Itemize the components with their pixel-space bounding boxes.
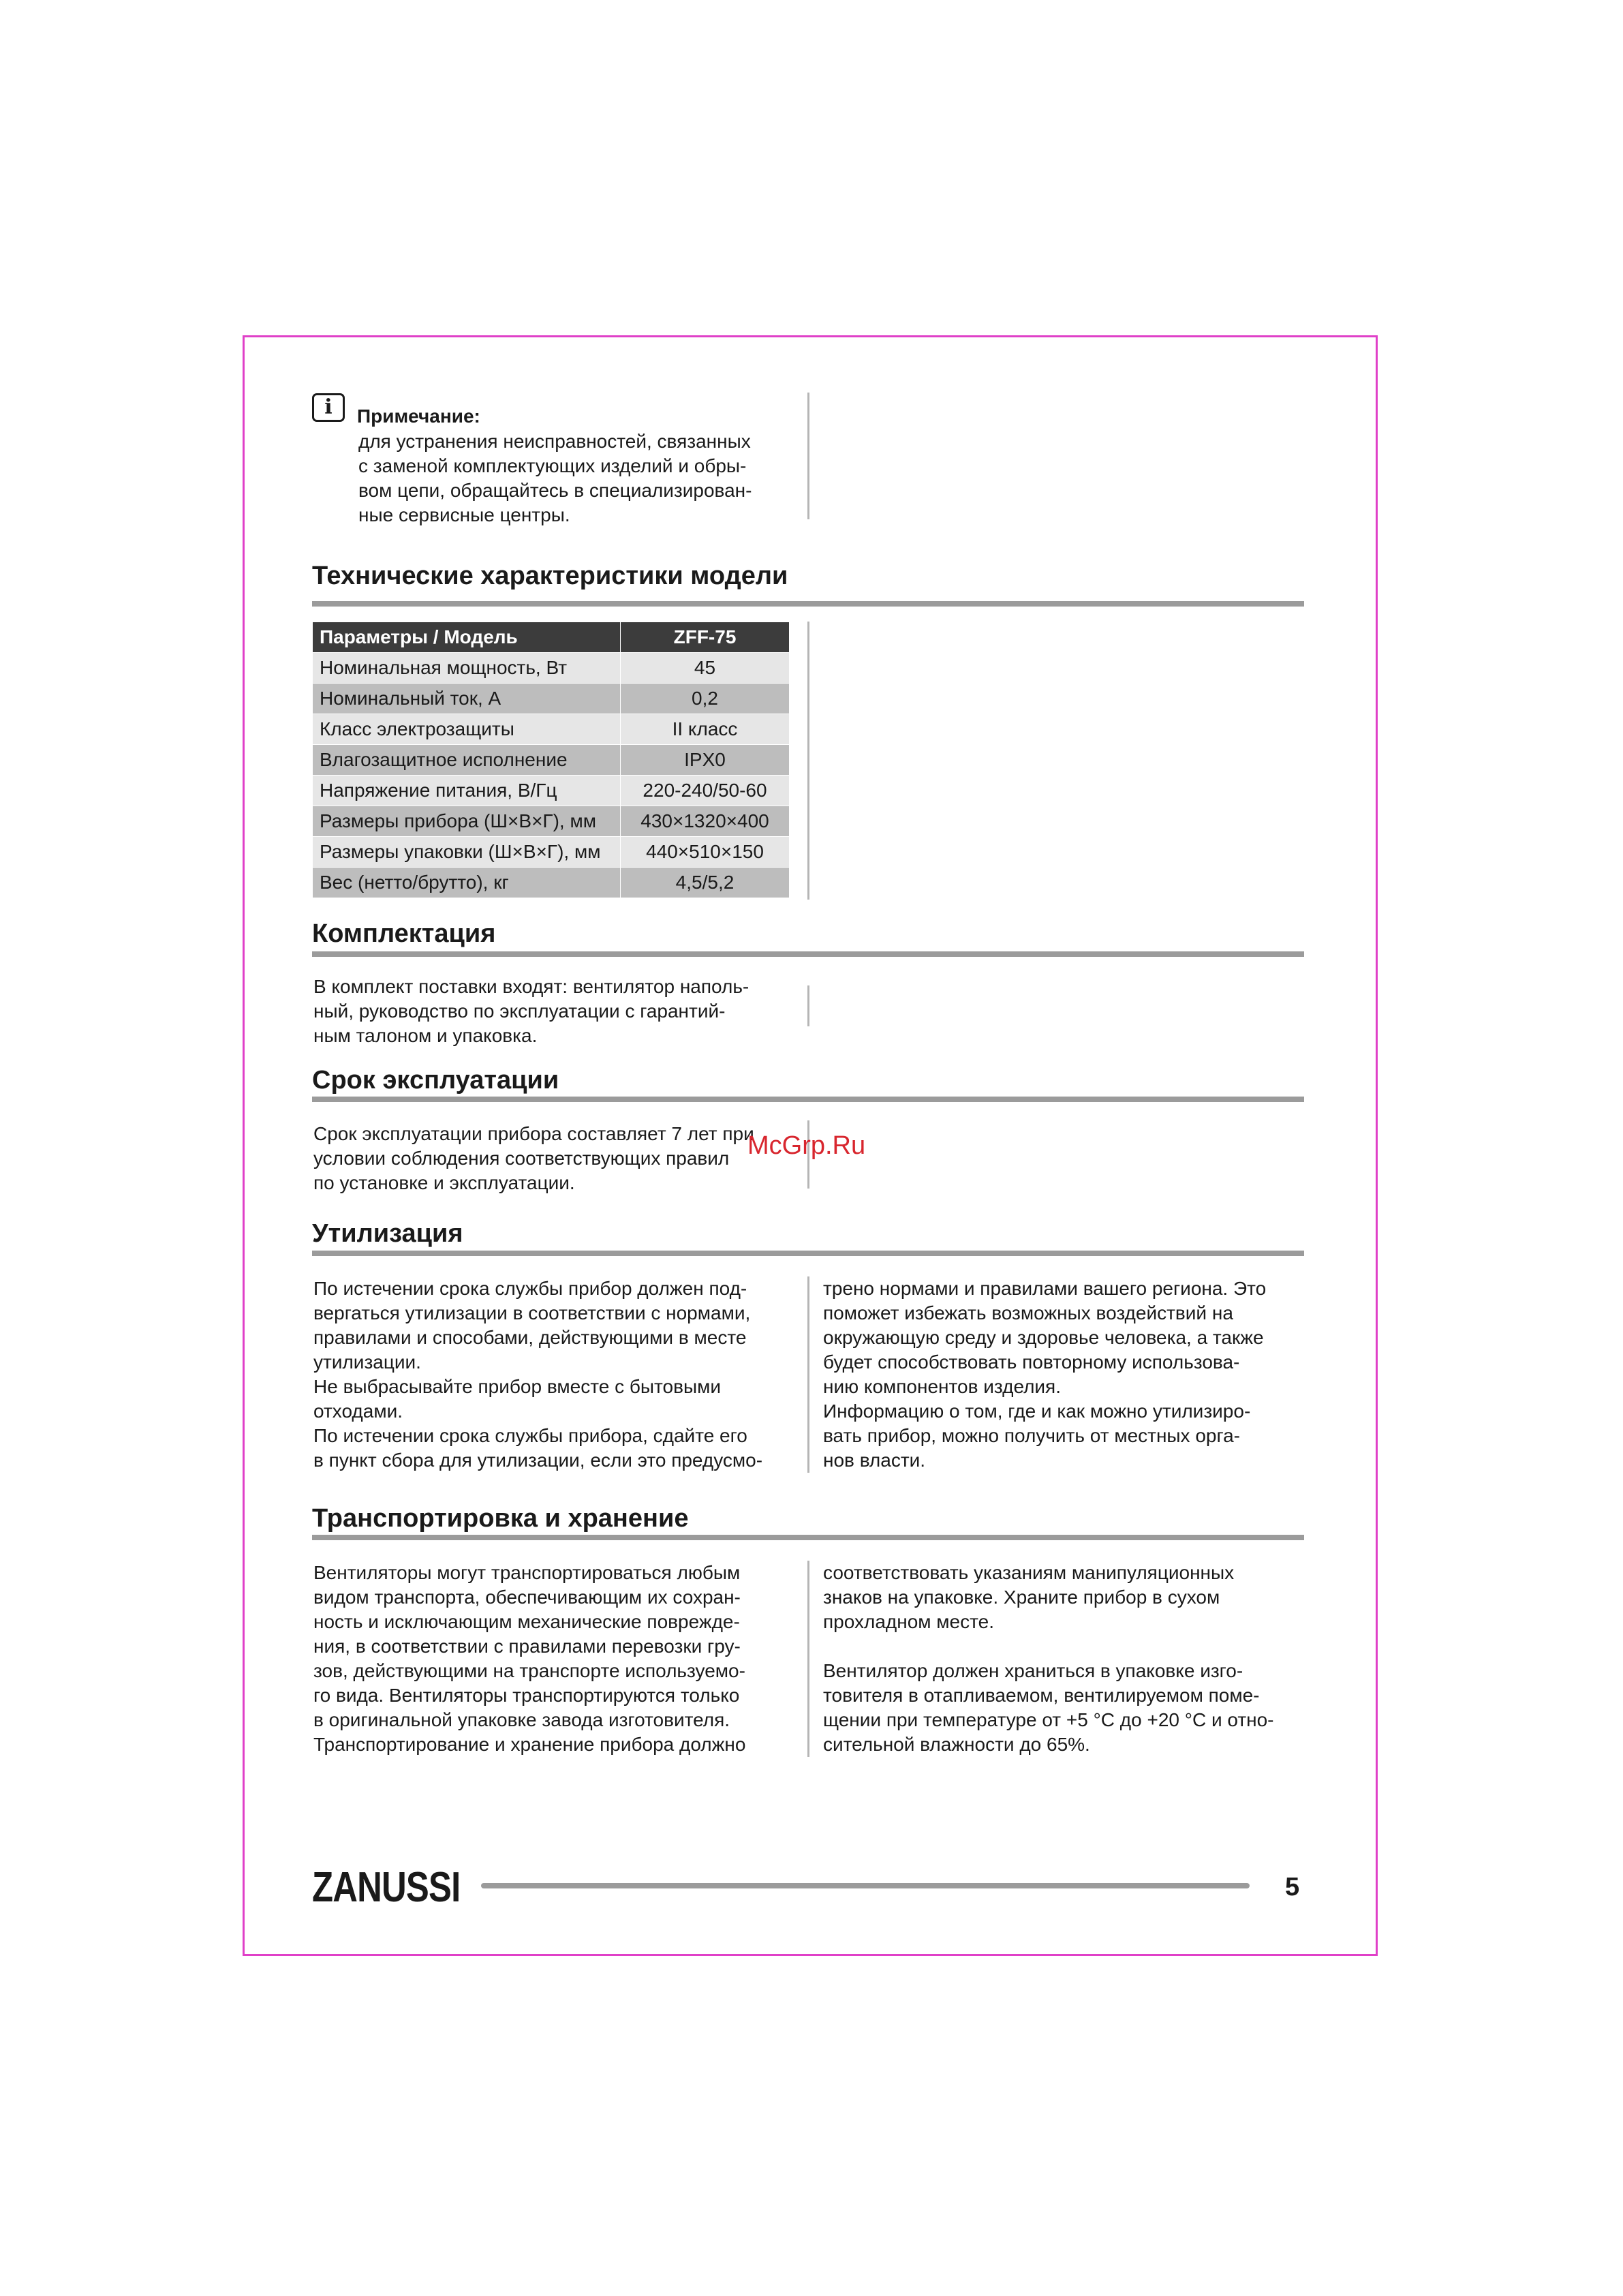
table-row <box>313 714 790 745</box>
note-title: Примечание: <box>357 405 480 427</box>
value-cell: II класс <box>621 714 790 745</box>
text-line: утилизации. <box>313 1351 421 1373</box>
value-cell: 4,5/5,2 <box>621 868 790 898</box>
text-line: по установке и эксплуатации. <box>313 1172 575 1193</box>
text-line: зов, действующими на транспорте используемо- <box>313 1660 745 1681</box>
column-divider <box>807 622 809 900</box>
text-line: вом цепи, обращайтесь в специализирован- <box>358 480 752 501</box>
note-text <box>358 429 792 527</box>
section-rule <box>312 951 1304 957</box>
table-row <box>313 653 790 684</box>
text-line: с заменой комплектующих изделий и обры- <box>358 455 747 476</box>
section-title-transport: Транспортировка и хранение <box>312 1504 689 1533</box>
section-rule <box>312 601 1304 607</box>
text-line: Вентилятор должен храниться в упаковке изго- <box>823 1660 1243 1681</box>
column-divider <box>807 1561 809 1757</box>
section-title-lifetime: Срок эксплуатации <box>312 1066 559 1095</box>
table-row <box>313 868 790 898</box>
param-cell: Влагозащитное исполнение <box>313 745 621 776</box>
table-row <box>313 776 790 806</box>
param-cell: Размеры прибора (Ш×В×Г), мм <box>313 806 621 837</box>
text-line: знаков на упаковке. Храните прибор в сухом <box>823 1587 1220 1608</box>
text-line: Информацию о том, где и как можно утилизиро- <box>823 1400 1251 1422</box>
text-line: будет способствовать повторному использова- <box>823 1351 1240 1373</box>
text-line: трено нормами и правилами вашего региона. Это <box>823 1278 1267 1299</box>
lifetime-text <box>313 1122 793 1195</box>
transport-right-text <box>823 1561 1303 1757</box>
column-divider <box>807 393 809 519</box>
text-line: поможет избежать возможных воздействий на <box>823 1302 1233 1323</box>
text-line: щении при температуре от +5 °С до +20 °С и отно- <box>823 1709 1274 1730</box>
page-number: 5 <box>1285 1873 1300 1901</box>
text-line: вергаться утилизации в соответствии с нормами, <box>313 1302 751 1323</box>
param-cell: Класс электрозащиты <box>313 714 621 745</box>
disposal-right-text <box>823 1276 1303 1473</box>
text-line: В комплект поставки входят: вентилятор наполь- <box>313 976 749 997</box>
text-line: По истечении срока службы прибора, сдайте его <box>313 1425 747 1446</box>
value-cell: IPX0 <box>621 745 790 776</box>
text-line: Не выбрасывайте прибор вместе с бытовыми <box>313 1376 722 1397</box>
value-cell: 0,2 <box>621 684 790 714</box>
section-title-disposal: Утилизация <box>312 1219 463 1248</box>
value-cell: 220-240/50-60 <box>621 776 790 806</box>
text-line: ность и исключающим механические поврежде- <box>313 1611 740 1632</box>
section-title-specs: Технические характеристики модели <box>312 562 788 590</box>
text-line: нию компонентов изделия. <box>823 1376 1062 1397</box>
value-cell: 440×510×150 <box>621 837 790 868</box>
text-line: Вентиляторы могут транспортироваться любым <box>313 1562 741 1583</box>
text-line: правилами и способами, действующими в месте <box>313 1327 747 1348</box>
section-rule <box>312 1251 1304 1256</box>
text-line: прохладном месте. <box>823 1611 994 1632</box>
text-line: отходами. <box>313 1400 403 1422</box>
spec-table <box>312 622 790 898</box>
text-line: нов власти. <box>823 1450 926 1471</box>
text-line: в оригинальной упаковке завода изготовителя. <box>313 1709 730 1730</box>
column-divider <box>807 1276 809 1473</box>
table-row <box>313 745 790 776</box>
text-line: для устранения неисправностей, связанных <box>358 431 751 452</box>
info-icon: i <box>312 393 345 422</box>
text-line: окружающую среду и здоровье человека, а также <box>823 1327 1264 1348</box>
text-line: сительной влажности до 65%. <box>823 1734 1090 1755</box>
text-line: По истечении срока службы прибор должен под- <box>313 1278 747 1299</box>
section-rule <box>312 1535 1304 1540</box>
text-line: соответствовать указаниям манипуляционных <box>823 1562 1235 1583</box>
brand-logo: ZANUSSI <box>312 1864 461 1911</box>
text-line: ным талоном и упаковка. <box>313 1025 538 1046</box>
column-divider <box>807 985 809 1026</box>
text-line: ния, в соответствии с правилами перевозки гру- <box>313 1636 741 1657</box>
param-cell: Размеры упаковки (Ш×В×Г), мм <box>313 837 621 868</box>
value-cell: 430×1320×400 <box>621 806 790 837</box>
section-rule <box>312 1097 1304 1102</box>
transport-left-text <box>313 1561 793 1757</box>
table-row <box>313 837 790 868</box>
disposal-left-text <box>313 1276 793 1473</box>
text-line: вать прибор, можно получить от местных орга- <box>823 1425 1240 1446</box>
text-line: видом транспорта, обеспечивающим их сохран- <box>313 1587 741 1608</box>
text-line: в пункт сбора для утилизации, если это предусмо- <box>313 1450 763 1471</box>
param-cell: Номинальная мощность, Вт <box>313 653 621 684</box>
value-cell: 45 <box>621 653 790 684</box>
text-line: Срок эксплуатации прибора составляет 7 лет при <box>313 1123 754 1144</box>
text-line: го вида. Вентиляторы транспортируются только <box>313 1685 740 1706</box>
param-cell: Вес (нетто/брутто), кг <box>313 868 621 898</box>
text-line: Транспортирование и хранение прибора должно <box>313 1734 746 1755</box>
text-line: ный, руководство по эксплуатации с гарантий- <box>313 1000 726 1022</box>
kit-text <box>313 975 793 1048</box>
header-param: Параметры / Модель <box>313 622 621 653</box>
text-line: товителя в отапливаемом, вентилируемом поме- <box>823 1685 1260 1706</box>
section-title-kit: Комплектация <box>312 919 496 948</box>
table-row <box>313 684 790 714</box>
header-model: ZFF-75 <box>621 622 790 653</box>
text-line: ные сервисные центры. <box>358 504 570 525</box>
text-line: условии соблюдения соответствующих правил <box>313 1148 730 1169</box>
param-cell: Напряжение питания, В/Гц <box>313 776 621 806</box>
param-cell: Номинальный ток, А <box>313 684 621 714</box>
table-header-row <box>313 622 790 653</box>
footer-rule <box>481 1883 1250 1888</box>
watermark: McGrp.Ru <box>747 1131 866 1160</box>
table-row <box>313 806 790 837</box>
